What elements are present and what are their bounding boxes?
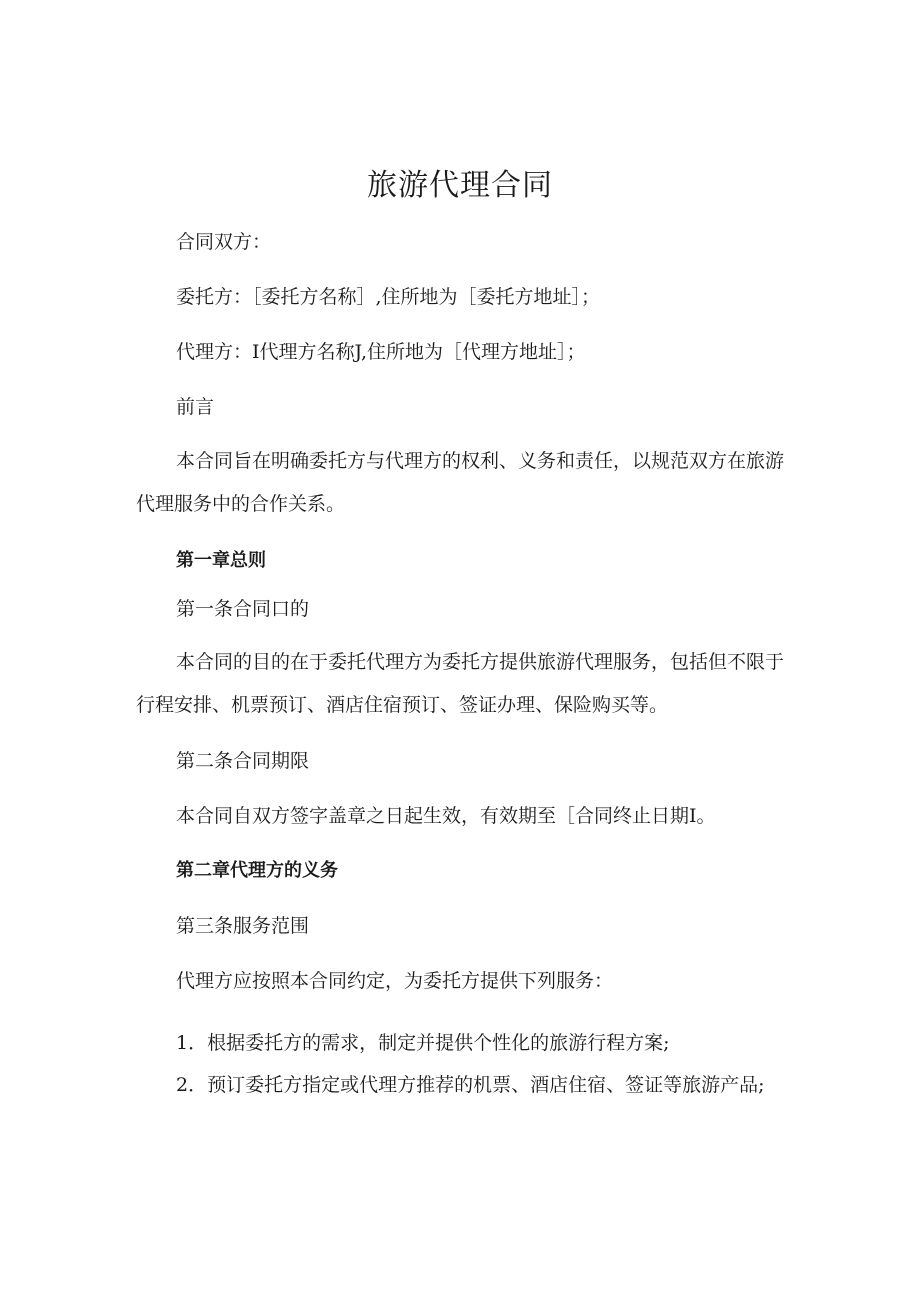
- article3-intro: 代理方应按照本合同约定，为委托方提供下列服务：: [176, 970, 614, 992]
- principal-line: 委托方：［委托方名称］,住所地为［委托方地址］；: [176, 286, 601, 308]
- article3-heading: 第三条服务范围: [176, 915, 310, 937]
- document-title: 旅游代理合同: [367, 168, 553, 203]
- chapter2-heading: 第二章代理方的义务: [176, 860, 338, 881]
- article2-text: 本合同自双方签字盖章之日起生效，有效期至［合同终止日期I。: [176, 805, 716, 827]
- service-item-2-paragraph: [136, 1072, 786, 1098]
- article1-text: 本合同的目的在于委托代理方为委托方提供旅游代理服务，包括但不限于行程安排、机票预订、酒店住宿预订、签证办理、保险购买等。: [136, 651, 785, 716]
- article1-paragraph: [136, 641, 786, 727]
- preface-heading: 前言: [176, 396, 215, 418]
- article1-heading: 第一条合同口的: [176, 598, 310, 620]
- parties-heading: 合同双方：: [176, 231, 272, 253]
- service-item-2: 2．预订委托方指定或代理方推荐的机票、酒店住宿、签证等旅游产品;: [176, 1074, 765, 1096]
- article2-heading: 第二条合同期限: [176, 750, 310, 772]
- chapter1-heading: 第一章总则: [176, 550, 266, 571]
- preface-text: 本合同旨在明确委托方与代理方的权利、义务和责任，以规范双方在旅游代理服务中的合作关系。: [136, 450, 785, 515]
- agent-line: 代理方：I代理方名称J,住所地为［代理方地址］；: [176, 341, 586, 363]
- preface-paragraph: [136, 440, 786, 526]
- service-item-1: 1．根据委托方的需求，制定并提供个性化的旅游行程方案;: [176, 1032, 670, 1054]
